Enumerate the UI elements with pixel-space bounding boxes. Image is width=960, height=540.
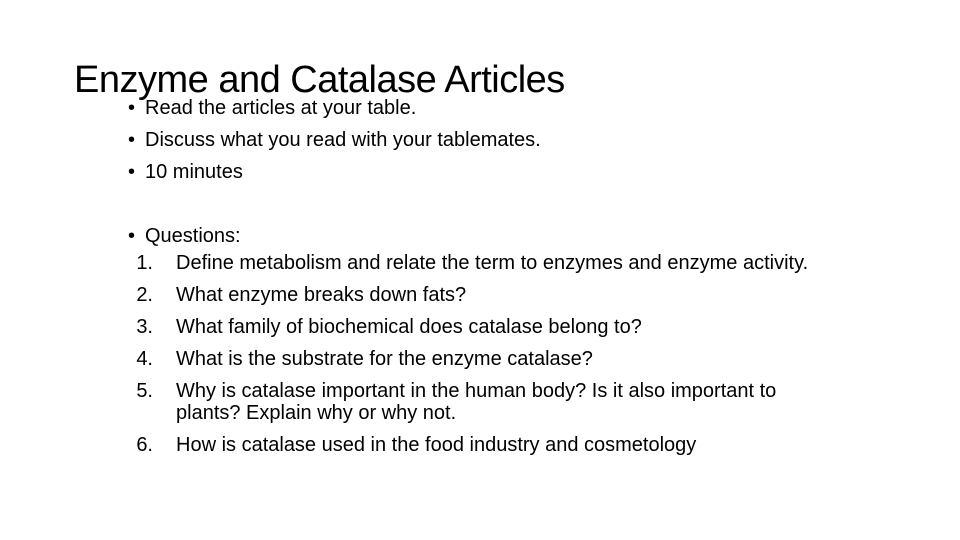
question-item (128, 348, 828, 370)
question-text: How is catalase used in the food industry and cosmetology (176, 434, 697, 456)
question-number: 4. (136, 348, 153, 370)
bullet-text: Read the articles at your table. (145, 97, 417, 119)
question-number: 5. (136, 380, 153, 402)
bullet-dot: • (128, 129, 136, 151)
bullet-item (128, 92, 908, 124)
question-number: 3. (136, 316, 153, 338)
bullet-dot: • (128, 161, 136, 183)
question-number: 2. (136, 284, 153, 306)
question-text: What is the substrate for the enzyme catalase? (176, 348, 593, 370)
bullet-item (128, 156, 908, 188)
bullet-text: Discuss what you read with your tablemates. (145, 129, 541, 151)
question-text: Define metabolism and relate the term to enzymes and enzyme activity. (176, 252, 809, 274)
bullet-list (128, 92, 908, 466)
bullet-item (128, 124, 908, 156)
question-item (128, 434, 828, 456)
slide-title: Enzyme and Catalase Articles (74, 59, 565, 101)
question-number: 6. (136, 434, 153, 456)
question-item (128, 284, 828, 306)
question-text: What enzyme breaks down fats? (176, 284, 467, 306)
question-number: 1. (136, 252, 153, 274)
bullet-dot: • (128, 97, 136, 119)
question-text: What family of biochemical does catalase belong to? (176, 316, 642, 338)
question-item (128, 316, 828, 338)
question-item (128, 380, 828, 424)
questions-heading (128, 220, 908, 252)
question-text: Why is catalase important in the human body? Is it also important to plants? Explain why or why not. (176, 380, 777, 424)
question-list (128, 252, 828, 456)
question-item (128, 252, 828, 274)
questions-label: Questions: (145, 225, 241, 247)
bullet-dot: • (128, 225, 136, 247)
spacer (128, 188, 908, 220)
bullet-text: 10 minutes (145, 161, 243, 183)
